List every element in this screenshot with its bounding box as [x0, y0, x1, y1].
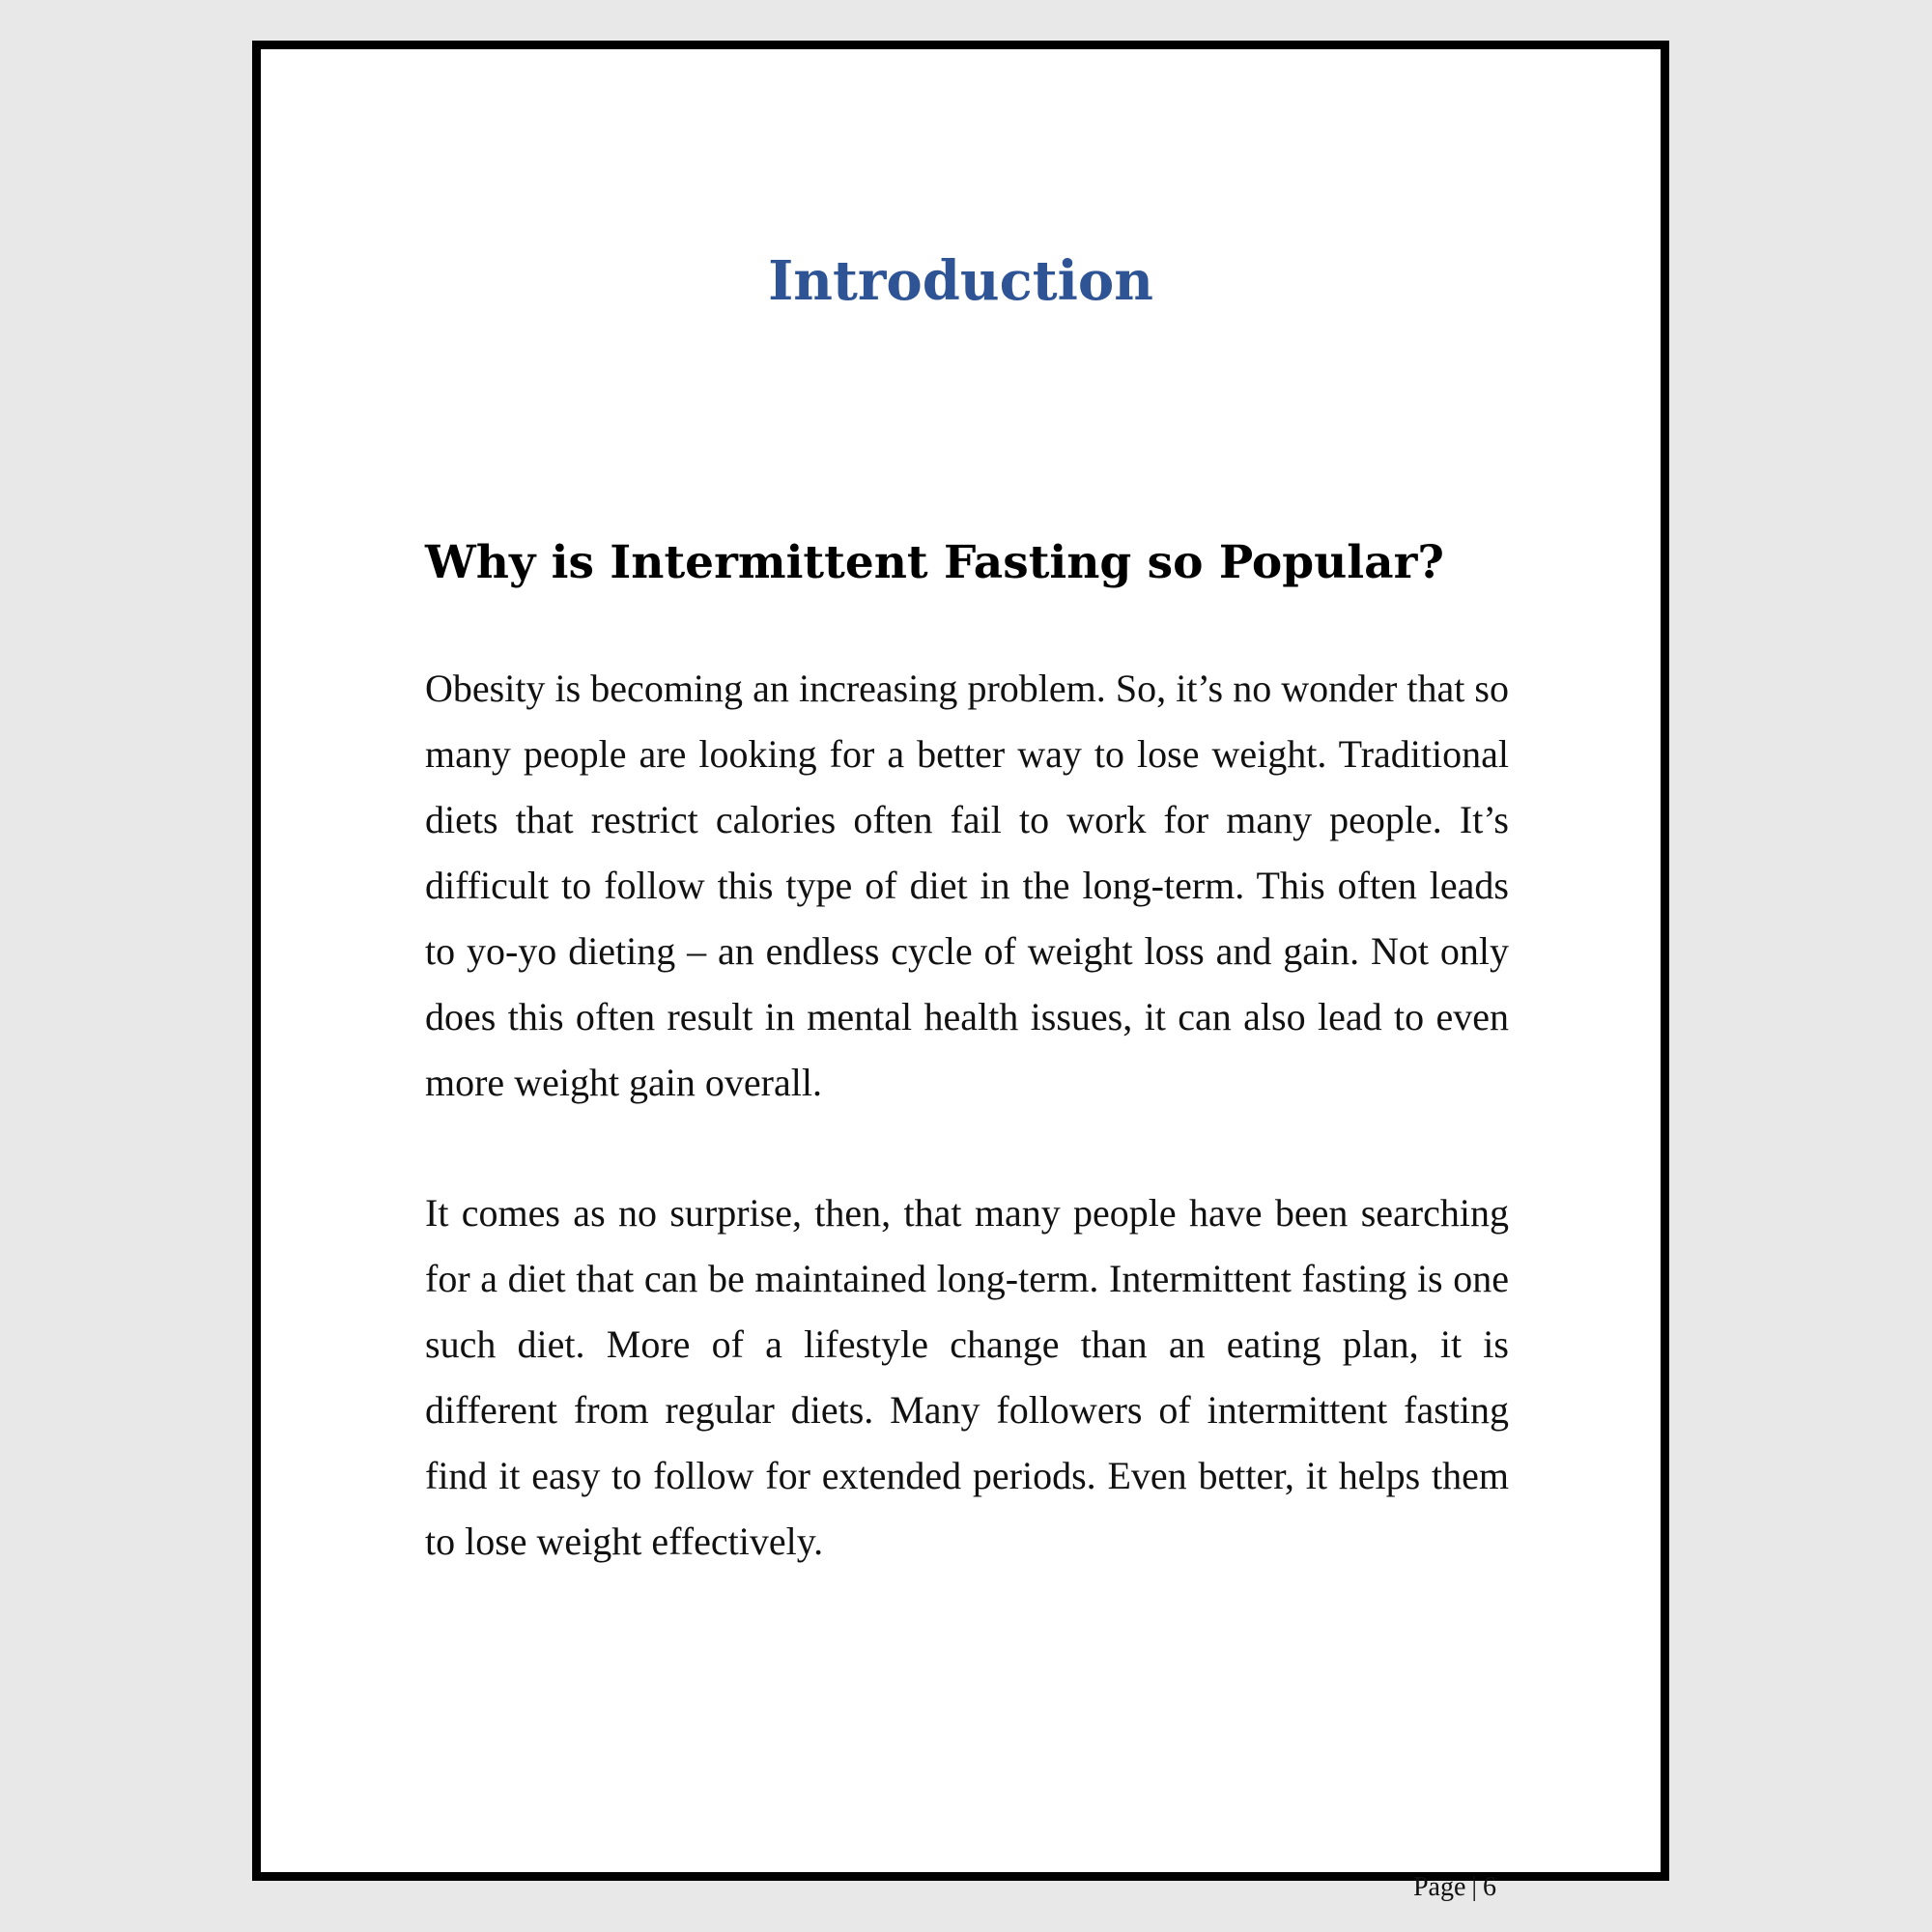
- page-label: Page: [1412, 1872, 1466, 1902]
- chapter-title: Introduction: [768, 249, 1153, 313]
- body-paragraph-2: It comes as no surprise, then, that many people have been searching for a diet that can be maintained long-term. Intermittent fasting is one such diet. More of a lifestyle change than an eating plan, it is different from regular diets. Many followers of intermittent fasting find it easy to follow for extended periods. Even better, it helps them to lose weight effectively.: [425, 1191, 1509, 1563]
- body-paragraph-1: Obesity is becoming an increasing problem. So, it’s no wonder that so many people are looking for a better way to lose weight. Traditional diets that restrict calories often fail to work for many people. It’s difficult to follow this type of diet in the long-term. This often leads to yo-yo dieting – an endless cycle of weight loss and gain. Not only does this often result in mental health issues, it can also lead to even more weight gain overall.: [425, 667, 1509, 1104]
- page-number: 6: [1483, 1872, 1496, 1902]
- document-page: [252, 41, 1669, 1902]
- page-footer: [1413, 1870, 1496, 1905]
- page-separator: |: [1471, 1872, 1477, 1902]
- section-heading: Why is Intermittent Fasting so Popular?: [425, 536, 1444, 589]
